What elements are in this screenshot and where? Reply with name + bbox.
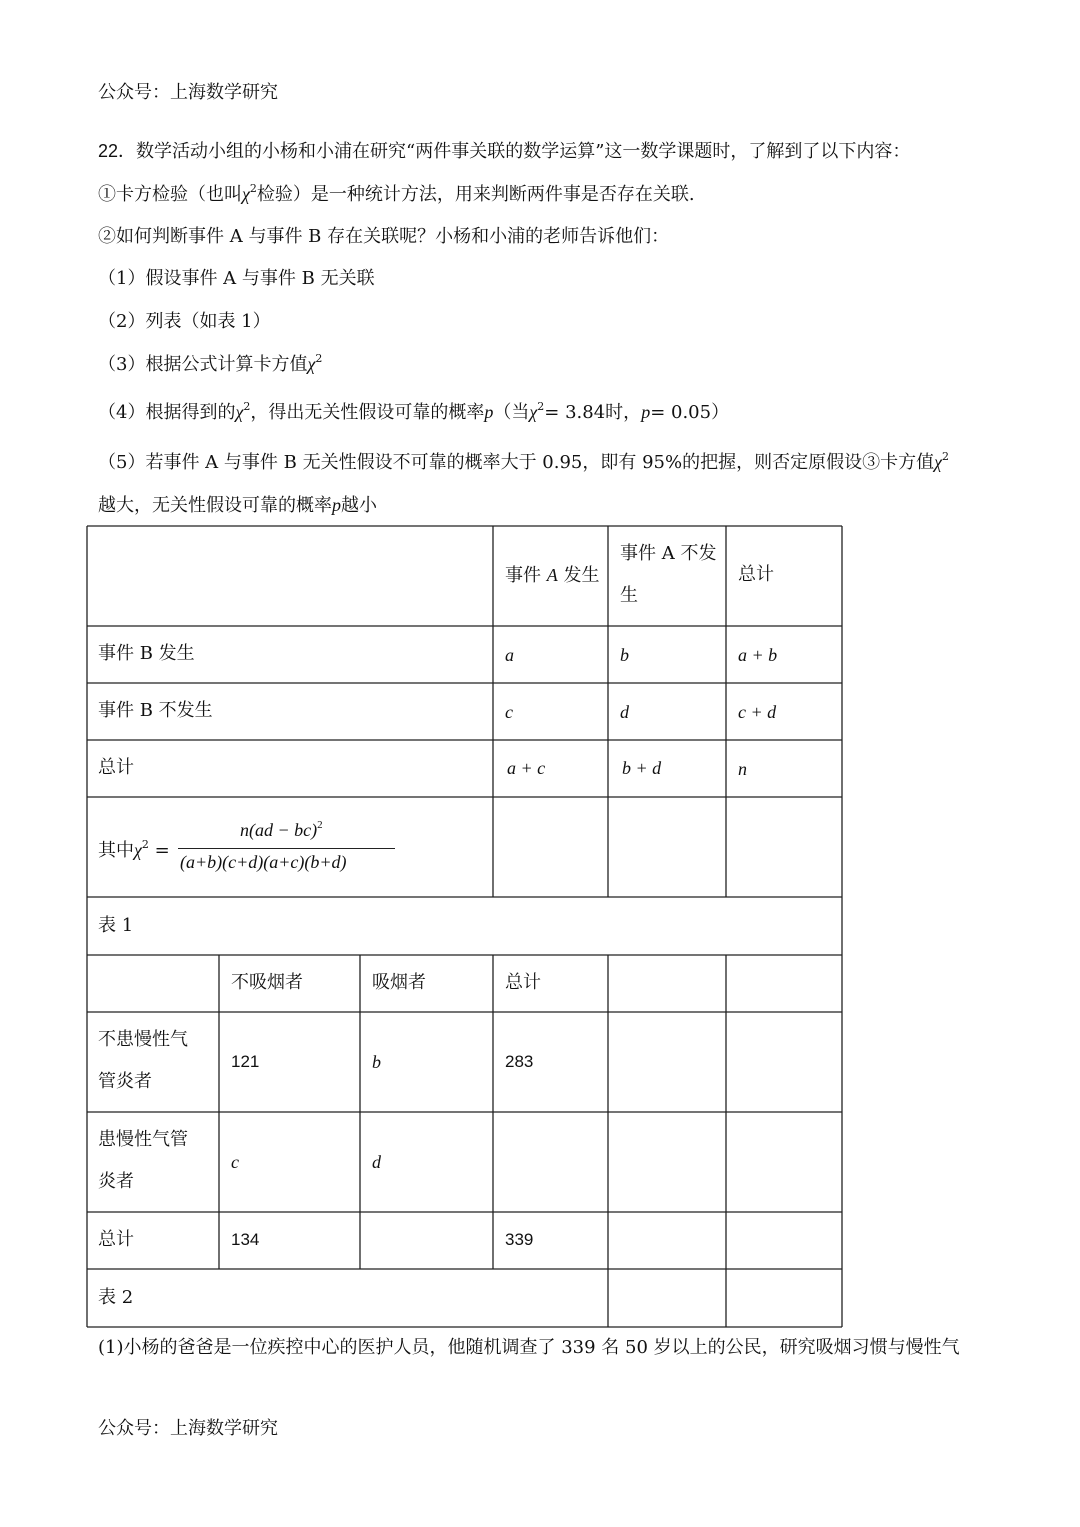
formula-label: 其中$\chi^2$ = xyxy=(98,838,170,861)
t2-h2: 吸烟者 xyxy=(372,972,426,993)
t1-col-a: 事件 A 发生 xyxy=(505,565,600,586)
formula-numerator: n(ad − bc)$^2$ xyxy=(240,819,323,840)
sub-question-1: (1)小杨的爸爸是一位疾控中心的医护人员，他随机调查了 339 名 50 岁以上的公民，研究吸烟习惯与慢性气 xyxy=(98,1337,960,1358)
t2-caption: 表 2 xyxy=(98,1287,134,1308)
t2-h1: 不吸烟者 xyxy=(231,972,303,993)
t1-col-total: 总计 xyxy=(738,564,774,585)
t2-r3-c1: 134 xyxy=(231,1230,260,1249)
step-3: （3）根据公式计算卡方值$\chi^2$ xyxy=(98,352,323,375)
t1-caption: 表 1 xyxy=(98,915,134,936)
formula-denominator: (a+b)(c+d)(a+c)(b+d) xyxy=(180,852,347,872)
t1-r1-c3: a + b xyxy=(738,645,778,665)
t1-r2-c1: c xyxy=(505,702,513,722)
t1-r1-c2: b xyxy=(620,645,629,665)
t2-row1-label: 不患慢性气 xyxy=(98,1029,188,1050)
t2-r1-c1: 121 xyxy=(231,1052,260,1071)
t1-row-total: 总计 xyxy=(98,757,134,778)
t2-row1-label-2: 管炎者 xyxy=(98,1071,152,1092)
page-header: 公众号：上海数学研究 xyxy=(98,82,278,103)
t2-row3-label: 总计 xyxy=(98,1229,134,1250)
t1-r3-c1: a + c xyxy=(507,758,546,778)
t1-col-not-a-2: 生 xyxy=(620,585,638,606)
page-footer: 公众号：上海数学研究 xyxy=(98,1418,278,1439)
t1-r2-c2: d xyxy=(620,702,629,722)
t2-h3: 总计 xyxy=(505,972,541,993)
t1-r2-c3: c + d xyxy=(738,702,777,722)
step-2: （2）列表（如表 1） xyxy=(98,311,271,332)
t2-r2-c1: c xyxy=(231,1152,239,1172)
item-1: ①卡方检验（也叫$\chi^2$检验）是一种统计方法，用来判断两件事是否存在关联. xyxy=(98,182,695,205)
t2-row2-label-2: 炎者 xyxy=(98,1171,134,1192)
t1-r3-c2: b + d xyxy=(622,758,662,778)
t2-r1-c3: 283 xyxy=(505,1052,534,1071)
t2-r1-c2: b xyxy=(372,1052,381,1072)
t1-col-not-a: 事件 A 不发 xyxy=(620,543,717,564)
step-1: （1）假设事件 A 与事件 B 无关联 xyxy=(98,268,375,289)
step-5: （5）若事件 A 与事件 B 无关性假设不可靠的概率大于 0.95，即有 95%的把握，则否定原假设③卡方值$\chi^2$ xyxy=(98,450,950,473)
t2-row2-label: 患慢性气管 xyxy=(98,1129,188,1150)
t1-r3-c3: n xyxy=(738,759,747,779)
fraction-bar xyxy=(178,848,395,849)
step-5-cont: 越大，无关性假设可靠的概率p越小 xyxy=(98,495,377,516)
item-2: ②如何判断事件 A 与事件 B 存在关联呢？小杨和小浦的老师告诉他们： xyxy=(98,226,670,247)
t1-row-not-b: 事件 B 不发生 xyxy=(98,700,213,721)
t2-r2-c2: d xyxy=(372,1152,381,1172)
question-intro: 22．数学活动小组的小杨和小浦在研究“两件事关联的数学运算”这一数学课题时，了解到了以下内容： xyxy=(98,141,911,162)
step-4: （4）根据得到的$\chi^2$，得出无关性假设可靠的概率p（当$\chi^2= 3.84$时，p= 0.05） xyxy=(98,400,730,423)
t2-r3-c3: 339 xyxy=(505,1230,534,1249)
t1-r1-c1: a xyxy=(505,645,514,665)
t1-row-b: 事件 B 发生 xyxy=(98,643,195,664)
